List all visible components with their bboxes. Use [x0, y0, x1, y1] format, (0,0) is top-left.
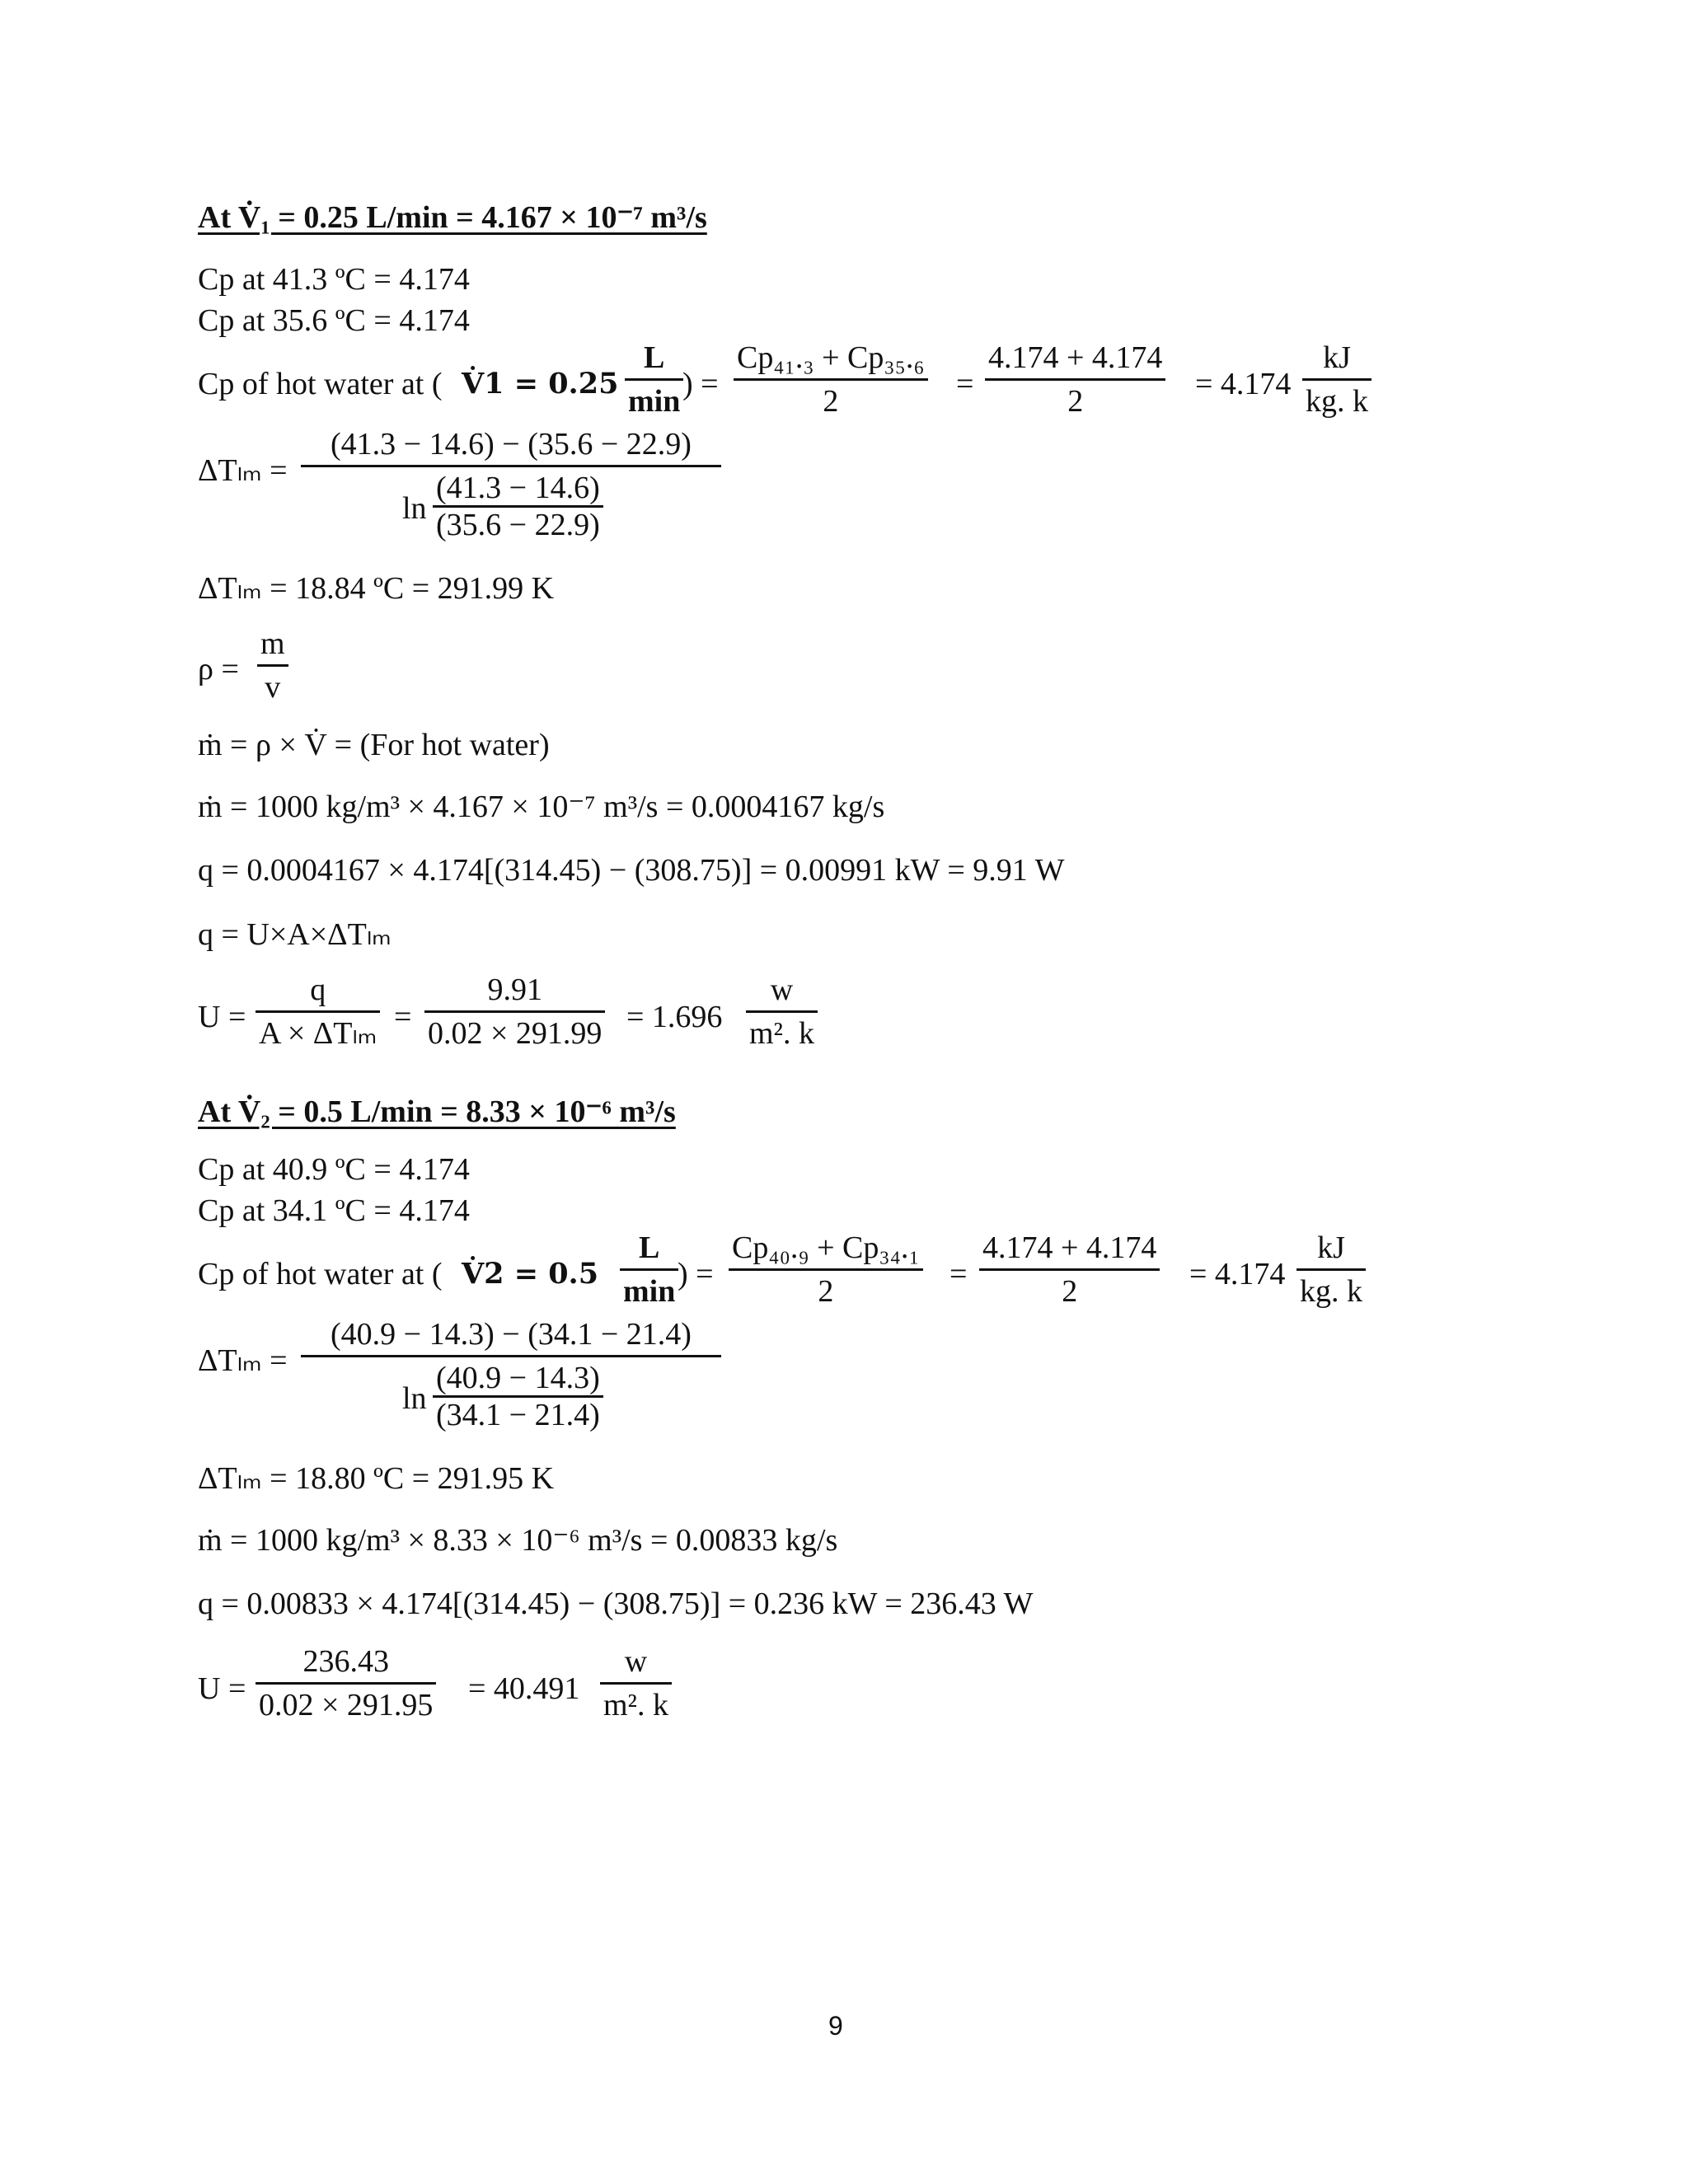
section1-heading: At V̇₁ = 0.25 L/min = 4.167 × 10⁻⁷ m³/s — [198, 200, 707, 235]
u-unit-den-2: m². k — [603, 1687, 668, 1722]
lmtd-label-2: ΔTₗₘ = — [198, 1343, 288, 1378]
cp-unit-den: kg. k — [1306, 383, 1368, 419]
cp-hot-water-prefix-2: Cp of hot water at ( — [198, 1257, 443, 1291]
u-fraction-1-den: A × ΔTₗₘ — [259, 1015, 377, 1051]
cp-unit-fraction — [1302, 342, 1372, 417]
mass-flow-definition: ṁ = ρ × V̇ = (For hot water) — [198, 728, 550, 762]
cp-close-paren: ) = — [682, 367, 719, 401]
lmtd-num: (41.3 − 14.6) − (35.6 − 22.9) — [331, 427, 692, 462]
flow-unit-fraction — [625, 342, 683, 417]
equals-sign: = — [956, 367, 974, 401]
cp-unit-num-2: kJ — [1317, 1230, 1345, 1265]
cp-average-fraction — [734, 342, 928, 417]
cp-values-num: 4.174 + 4.174 — [988, 340, 1163, 375]
cp-result: = 4.174 — [1195, 367, 1292, 401]
cp-line-4: Cp at 34.1 ºC = 4.174 — [198, 1193, 470, 1228]
cp-average-den: 2 — [823, 383, 839, 419]
lmtd-ln-num-2: (40.9 − 14.3) — [436, 1361, 600, 1395]
u-equals: = — [394, 1000, 412, 1034]
lmtd-fraction — [301, 429, 721, 472]
cp-average-num-2: Cp₄₀.₉ + Cp₃₄.₁ — [732, 1230, 920, 1265]
flow-unit-fraction-2 — [620, 1232, 678, 1307]
u-fraction-2 — [424, 974, 605, 1049]
rho-fraction — [257, 628, 288, 703]
heat-rate-calc-2: q = 0.00833 × 4.174[(314.45) − (308.75)] = 0.236 kW = 236.43 W — [198, 1586, 1034, 1621]
flow-unit-den: min — [628, 383, 681, 419]
u-fraction-1 — [256, 974, 380, 1049]
cp-values-num-2: 4.174 + 4.174 — [982, 1230, 1157, 1265]
lmtd-ln-fraction — [433, 472, 603, 541]
cp-values-den-2: 2 — [1062, 1273, 1078, 1309]
cp-values-fraction-2 — [979, 1232, 1160, 1307]
cp-unit-den-2: kg. k — [1300, 1273, 1362, 1309]
page-number: 9 — [828, 2011, 843, 2041]
cp-average-fraction-2 — [729, 1232, 923, 1307]
lmtd-fraction-2 — [301, 1319, 721, 1362]
cp-line-2: Cp at 35.6 ºC = 4.174 — [198, 303, 470, 338]
cp-line-1: Cp at 41.3 ºC = 4.174 — [198, 262, 470, 297]
cp-unit-fraction-2 — [1296, 1232, 1366, 1307]
cp-hot-water-prefix: Cp of hot water at ( — [198, 367, 443, 401]
lmtd-ln: ln — [402, 491, 427, 526]
cp-flow-rate-2: V̇2 = 0.5 — [462, 1257, 599, 1291]
lmtd-ln-den-2: (34.1 − 21.4) — [436, 1397, 600, 1432]
lmtd-num-2: (40.9 − 14.3) − (34.1 − 21.4) — [331, 1317, 692, 1352]
u-unit-num-2: w — [624, 1644, 648, 1679]
cp-flow-rate: V̇1 = 0.25 — [462, 367, 619, 401]
u-fraction-2-den: 0.02 × 291.99 — [428, 1015, 603, 1051]
lmtd-result: ΔTₗₘ = 18.84 ºC = 291.99 K — [198, 571, 555, 606]
u-unit-fraction — [746, 974, 818, 1049]
u-fraction-3 — [256, 1646, 436, 1721]
u-result: = 1.696 — [626, 1000, 723, 1034]
u-fraction-2-num: 9.91 — [487, 972, 542, 1007]
rho-den: v — [265, 669, 281, 705]
heat-rate-calc: q = 0.0004167 × 4.174[(314.45) − (308.75)] = 0.00991 kW = 9.91 W — [198, 853, 1065, 888]
cp-result-2: = 4.174 — [1189, 1257, 1286, 1291]
flow-unit-num-2: L — [639, 1230, 660, 1265]
lmtd-ln-fraction-2 — [433, 1362, 603, 1431]
cp-values-den: 2 — [1067, 383, 1084, 419]
mass-flow-calc: ṁ = 1000 kg/m³ × 4.167 × 10⁻⁷ m³/s = 0.0004167 kg/s — [198, 790, 885, 824]
u-unit-num: w — [770, 972, 794, 1007]
mass-flow-calc-2: ṁ = 1000 kg/m³ × 8.33 × 10⁻⁶ m³/s = 0.00833 kg/s — [198, 1523, 838, 1558]
rho-num: m — [260, 626, 285, 661]
u-fraction-1-num: q — [310, 972, 326, 1007]
u-fraction-3-den: 0.02 × 291.95 — [259, 1687, 434, 1722]
u-unit-fraction-2 — [600, 1646, 672, 1721]
u-result-2: = 40.491 — [468, 1671, 580, 1706]
heat-rate-definition: q = U×A×ΔTₗₘ — [198, 917, 392, 952]
section2-heading: At V̇₂ = 0.5 L/min = 8.33 × 10⁻⁶ m³/s — [198, 1094, 676, 1129]
flow-unit-num: L — [644, 340, 665, 375]
u-unit-den: m². k — [749, 1015, 814, 1051]
cp-line-3: Cp at 40.9 ºC = 4.174 — [198, 1152, 470, 1187]
u-label: U = — [198, 1000, 246, 1034]
cp-average-num: Cp₄₁.₃ + Cp₃₅.₆ — [737, 340, 925, 375]
lmtd-ln-num: (41.3 − 14.6) — [436, 471, 600, 505]
lmtd-label: ΔTₗₘ = — [198, 453, 288, 488]
lmtd-result-2: ΔTₗₘ = 18.80 ºC = 291.95 K — [198, 1461, 555, 1496]
cp-average-den-2: 2 — [818, 1273, 834, 1309]
u-fraction-3-num: 236.43 — [302, 1644, 389, 1679]
equals-sign-2: = — [950, 1257, 968, 1291]
flow-unit-den-2: min — [623, 1273, 676, 1309]
lmtd-ln-den: (35.6 − 22.9) — [436, 507, 600, 542]
cp-values-fraction — [985, 342, 1165, 417]
u-label-2: U = — [198, 1671, 246, 1706]
cp-unit-num: kJ — [1323, 340, 1351, 375]
lmtd-ln-2: ln — [402, 1381, 427, 1416]
rho-label: ρ = — [198, 652, 239, 687]
cp-close-paren-2: ) = — [678, 1257, 714, 1291]
